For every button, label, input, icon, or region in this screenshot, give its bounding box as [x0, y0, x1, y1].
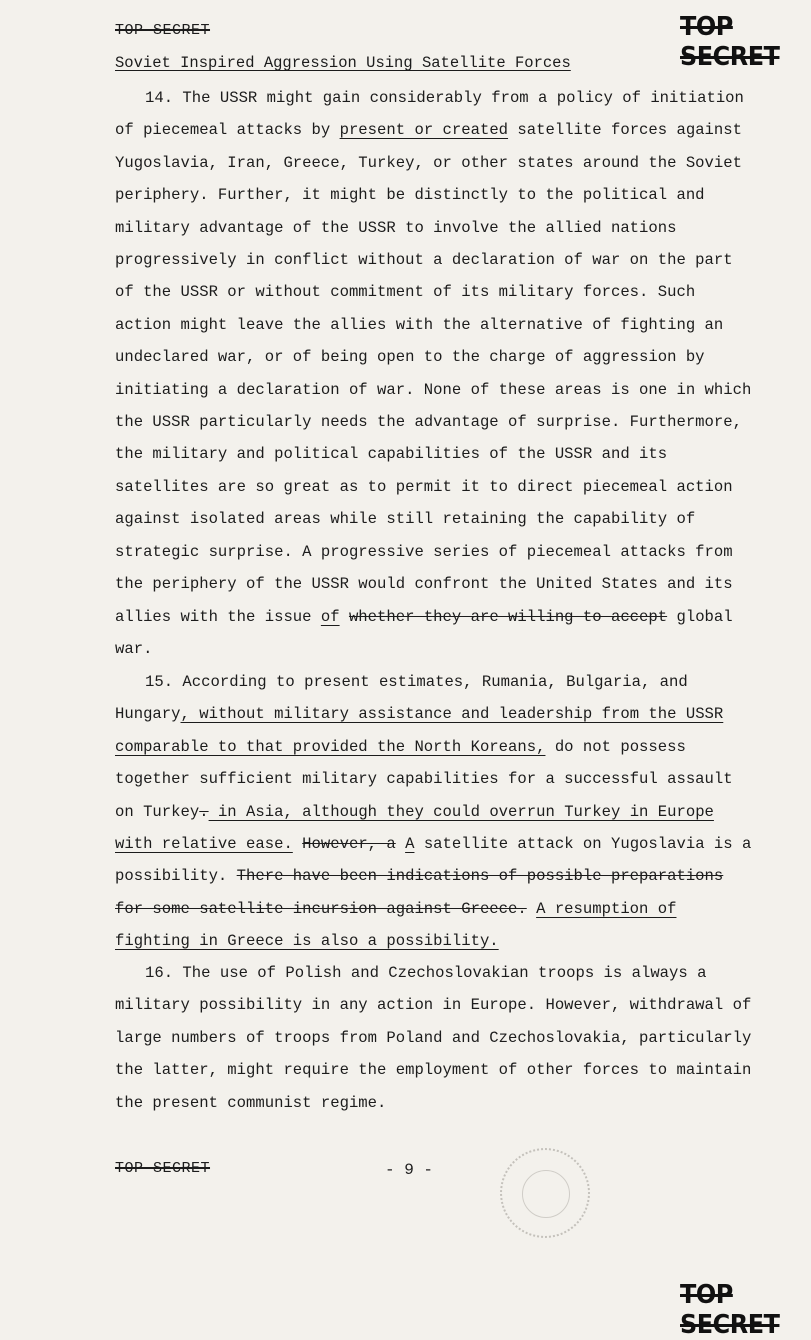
p14-text-end: global war.: [115, 607, 733, 658]
p15-struck-sentence: There have been indications of possible preparations for some satellite incursion against Greece.: [115, 867, 724, 918]
paragraph-14: [115, 82, 755, 665]
p15-text-satellite: satellite attack on Yugoslavia is a possibility.: [115, 835, 752, 886]
p14-underlined-of: of: [320, 607, 340, 626]
p14-text: 14. The USSR might gain considerably from a policy of initiation of piecemeal attacks by: [115, 89, 744, 140]
top-secret-stamp-bottom: TOP SECRET: [680, 1280, 780, 1340]
top-secret-stamp-top: TOP SECRET: [680, 12, 780, 72]
p14-struck-text: whether they are willing to accept: [348, 607, 668, 626]
p15-text-cont: do not possess together sufficient military capabilities for a successful assault on Turkey: [115, 737, 733, 821]
page-number: - 9 -: [385, 1161, 434, 1179]
p15-struck-however: However, a: [302, 835, 396, 854]
p15-underlined-insertion-2: in Asia, although they could overrun Turkey in Europe with relative ease.: [115, 802, 714, 854]
classification-marking-bottom: TOP SECRET: [115, 1160, 211, 1177]
p14-underlined-insertion: present or created: [339, 121, 509, 140]
paragraph-16: [115, 957, 755, 1119]
p14-text-cont: satellite forces against Yugoslavia, Iran, Greece, Turkey, or other states around the Soviet periphery. Further, it might be distinctly to the political and military advantage of the USSR to involve the allied nations progressively in conflict without a declaration of war on the part of the USSR or without commitment of its military forces. Such action might leave the allies with the alternative of fighting an undeclared war, or of being open to the charge of aggression by initiating a declaration of war. None of these areas is one in which the USSR particularly needs the advantage of surprise. Furthermore, the military and political capabilities of the USSR and its satellites are so great as to permit it to direct piecemeal action against isolated areas while still retaining the capability of strategic surprise. A progressive series of piecemeal attacks from the periphery of the USSR would confront the United States and its allies with the issue: [115, 121, 752, 626]
p15-underlined-resumption: A resumption of fighting in Greece is also a possibility.: [115, 899, 677, 951]
p15-struck-period: .: [199, 802, 209, 821]
section-heading: Soviet Inspired Aggression Using Satellite Forces: [115, 54, 571, 72]
p15-text: 15. According to present estimates, Rumania, Bulgaria, and Hungary: [115, 673, 688, 724]
declassification-seal-icon: [500, 1148, 590, 1238]
classification-marking-top: TOP SECRET: [115, 22, 211, 39]
p15-underlined-a: A: [405, 835, 415, 854]
p16-text: 16. The use of Polish and Czechoslovakian troops is always a military possibility in any action in Europe. However, withdrawal of large numbers of troops from Poland and Czechoslovakia, particularly the latter, might require the employment of other forces to maintain the present communist regime.: [115, 964, 752, 1112]
paragraph-15: [115, 666, 755, 958]
p15-underlined-insertion-1: , without military assistance and leadership from the USSR comparable to that provided the North Koreans,: [115, 705, 724, 756]
